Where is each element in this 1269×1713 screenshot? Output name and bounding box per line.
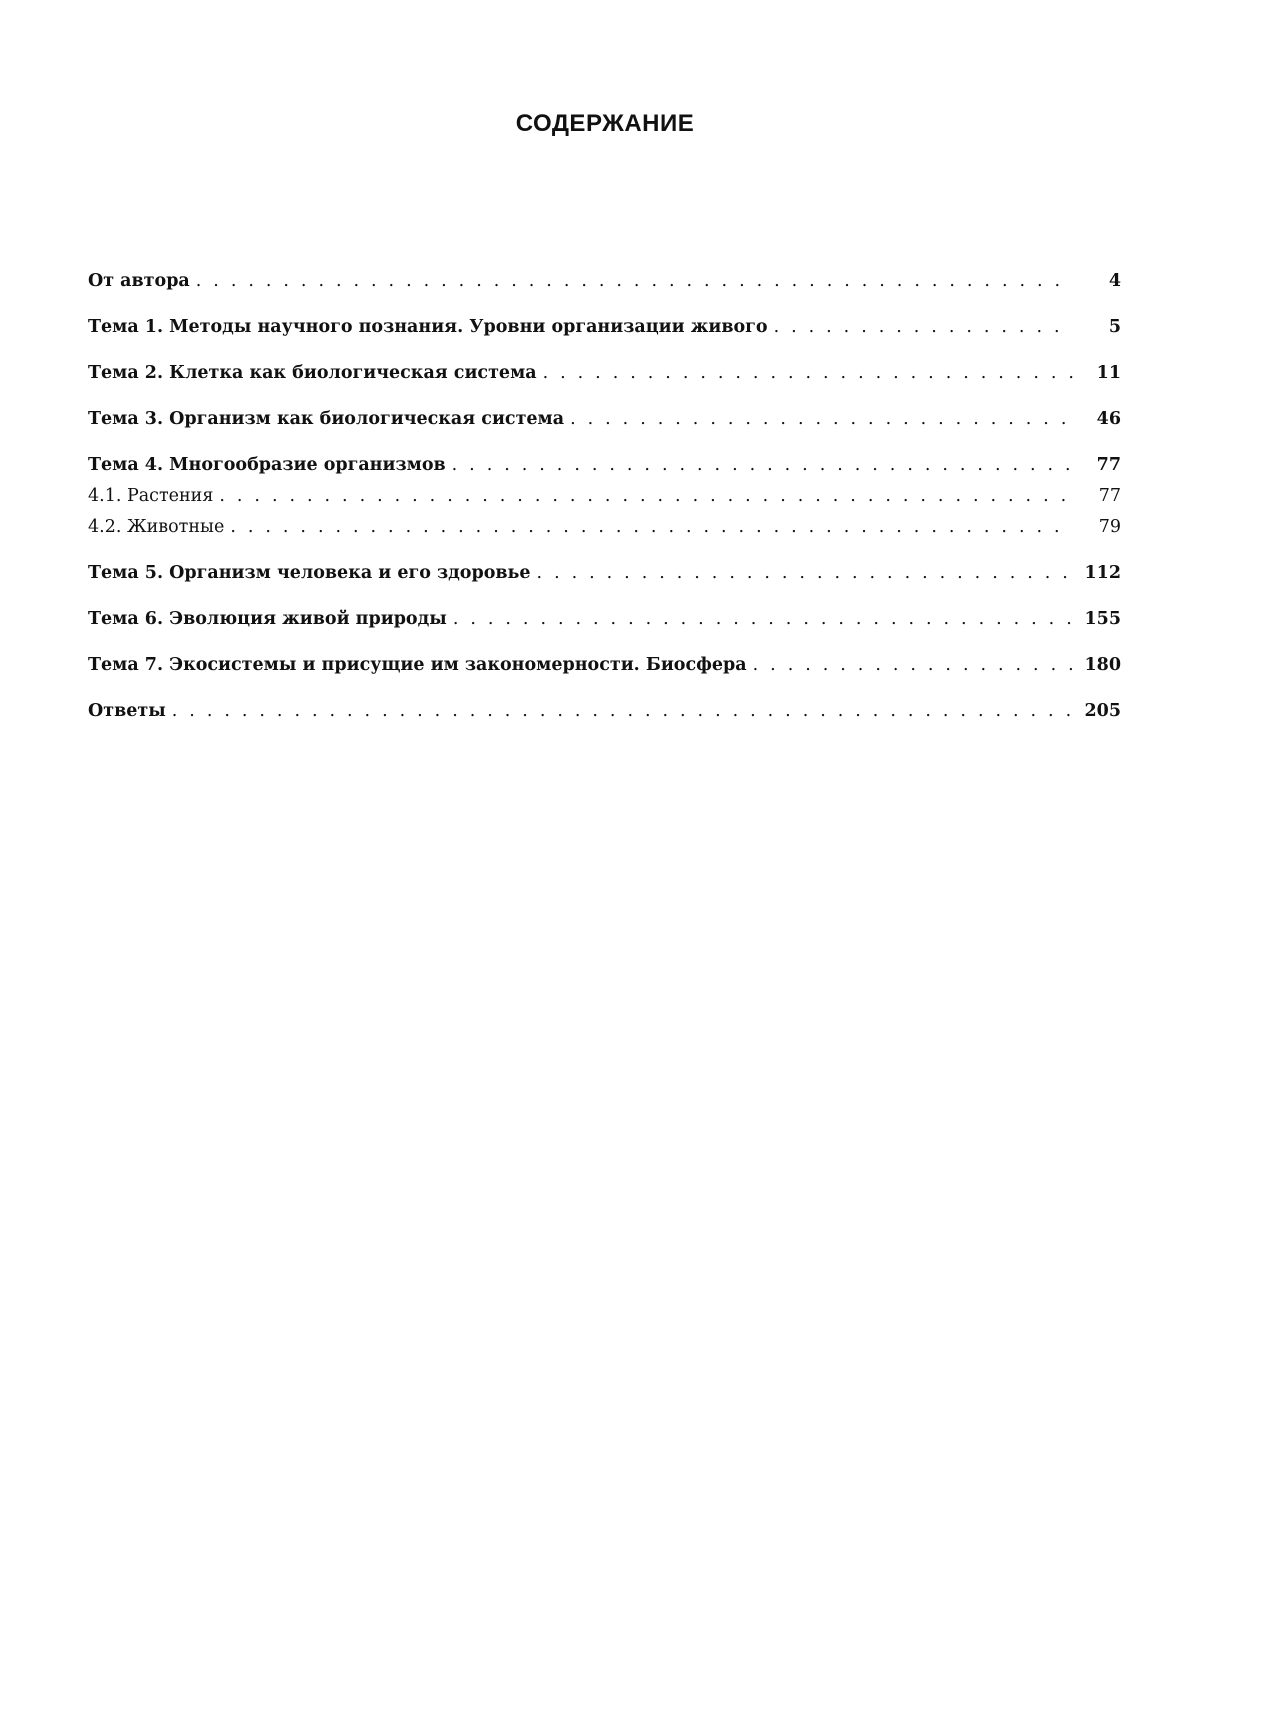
toc-entry-subtopic-4-2[interactable]	[88, 512, 1121, 543]
toc-entry-subtopic-4-1[interactable]	[88, 481, 1121, 512]
toc-entry-page: 46	[1096, 409, 1121, 429]
toc-entry-page: 5	[1108, 317, 1121, 337]
table-of-contents	[88, 266, 1121, 727]
toc-entry-topic-7[interactable]	[88, 650, 1121, 681]
toc-entry-topic-4[interactable]	[88, 450, 1121, 481]
toc-entry-title: От автора	[88, 271, 190, 291]
toc-entry-topic-3[interactable]	[88, 404, 1121, 435]
toc-entry-topic-6[interactable]	[88, 604, 1121, 635]
toc-entry-page: 205	[1084, 701, 1121, 721]
toc-entry-title: Ответы	[88, 701, 166, 721]
toc-entry-title: Тема 4. Многообразие организмов	[88, 455, 446, 475]
toc-entry-page: 112	[1084, 563, 1121, 583]
toc-entry-page: 77	[1098, 486, 1121, 506]
toc-entry-title: Тема 6. Эволюция живой природы	[88, 609, 447, 629]
toc-entry-topic-5[interactable]	[88, 558, 1121, 589]
dot-leader	[774, 312, 1073, 343]
dot-leader	[453, 604, 1073, 635]
toc-entry-page: 4	[1108, 271, 1121, 291]
toc-entry-answers[interactable]	[88, 696, 1121, 727]
dot-leader	[172, 696, 1073, 727]
dot-leader	[537, 558, 1073, 589]
toc-entry-page: 79	[1098, 517, 1121, 537]
dot-leader	[196, 266, 1073, 297]
toc-entry-page: 77	[1096, 455, 1121, 475]
toc-entry-title: 4.2. Животные	[88, 517, 225, 537]
dot-leader	[753, 650, 1073, 681]
dot-leader	[452, 450, 1073, 481]
toc-entry-title: Тема 2. Клетка как биологическая система	[88, 363, 537, 383]
dot-leader	[230, 512, 1073, 543]
toc-entry-title: Тема 1. Методы научного познания. Уровни организации живого	[88, 317, 768, 337]
page-title: СОДЕРЖАНИЕ	[515, 110, 695, 137]
dot-leader	[219, 481, 1073, 512]
dot-leader	[543, 358, 1073, 389]
toc-entry-title: Тема 3. Организм как биологическая система	[88, 409, 565, 429]
toc-entry-title: 4.1. Растения	[88, 486, 214, 506]
toc-entry-topic-2[interactable]	[88, 358, 1121, 389]
dot-leader	[570, 404, 1073, 435]
toc-entry-page: 155	[1084, 609, 1121, 629]
toc-entry-page: 180	[1084, 655, 1121, 675]
toc-entry-title: Тема 7. Экосистемы и присущие им закономерности. Биосфера	[88, 655, 747, 675]
toc-entry-title: Тема 5. Организм человека и его здоровье	[88, 563, 531, 583]
toc-entry-page: 11	[1096, 363, 1121, 383]
toc-entry-from-author[interactable]	[88, 266, 1121, 297]
toc-entry-topic-1[interactable]	[88, 312, 1121, 343]
